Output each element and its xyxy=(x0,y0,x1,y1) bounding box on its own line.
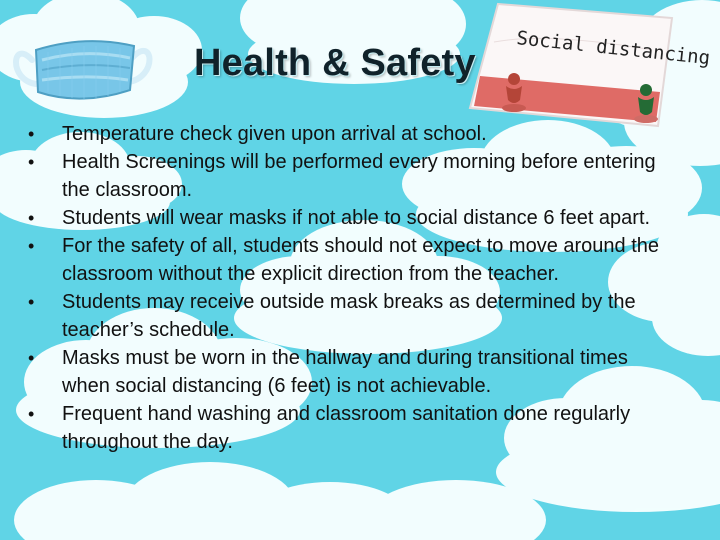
bullet-dot-icon: • xyxy=(28,292,35,312)
bullet-text: Frequent hand washing and classroom sanitation done regularly throughout the day. xyxy=(62,403,631,453)
social-distancing-label: Social distancing xyxy=(515,27,712,70)
bullet-list xyxy=(28,120,668,456)
bullet-item-4 xyxy=(28,232,668,288)
bullet-text: Students may receive outside mask breaks as determined by the teacher’s schedule. xyxy=(62,291,636,341)
cloud-bottom xyxy=(14,462,546,540)
bullet-item-7 xyxy=(28,400,668,456)
bullet-dot-icon: • xyxy=(28,152,35,172)
bullet-text: For the safety of all, students should not expect to move around the classroom without the explicit direction from the teacher. xyxy=(62,235,660,285)
bullet-dot-icon: • xyxy=(28,404,35,424)
bullet-dot-icon: • xyxy=(28,236,35,256)
social-distancing-label-overlay xyxy=(470,4,712,126)
bullet-item-2 xyxy=(28,148,668,204)
page-title: Health & Safety xyxy=(194,42,476,84)
bullet-dot-icon: • xyxy=(28,348,35,368)
bullet-item-5 xyxy=(28,288,668,344)
bullet-text: Temperature check given upon arrival at school. xyxy=(62,123,487,145)
face-mask-image xyxy=(8,22,158,112)
bullet-text: Students will wear masks if not able to social distance 6 feet apart. xyxy=(62,207,651,229)
bullet-dot-icon: • xyxy=(28,208,35,228)
bullet-text: Health Screenings will be performed every morning before entering the classroom. xyxy=(62,151,656,201)
bullet-text: Masks must be worn in the hallway and during transitional times when social distancing (6 feet) is not achievable. xyxy=(62,347,628,397)
bullet-item-3 xyxy=(28,204,668,232)
bullet-item-6 xyxy=(28,344,668,400)
bullet-dot-icon: • xyxy=(28,124,35,144)
bullet-item-1 xyxy=(28,120,668,148)
